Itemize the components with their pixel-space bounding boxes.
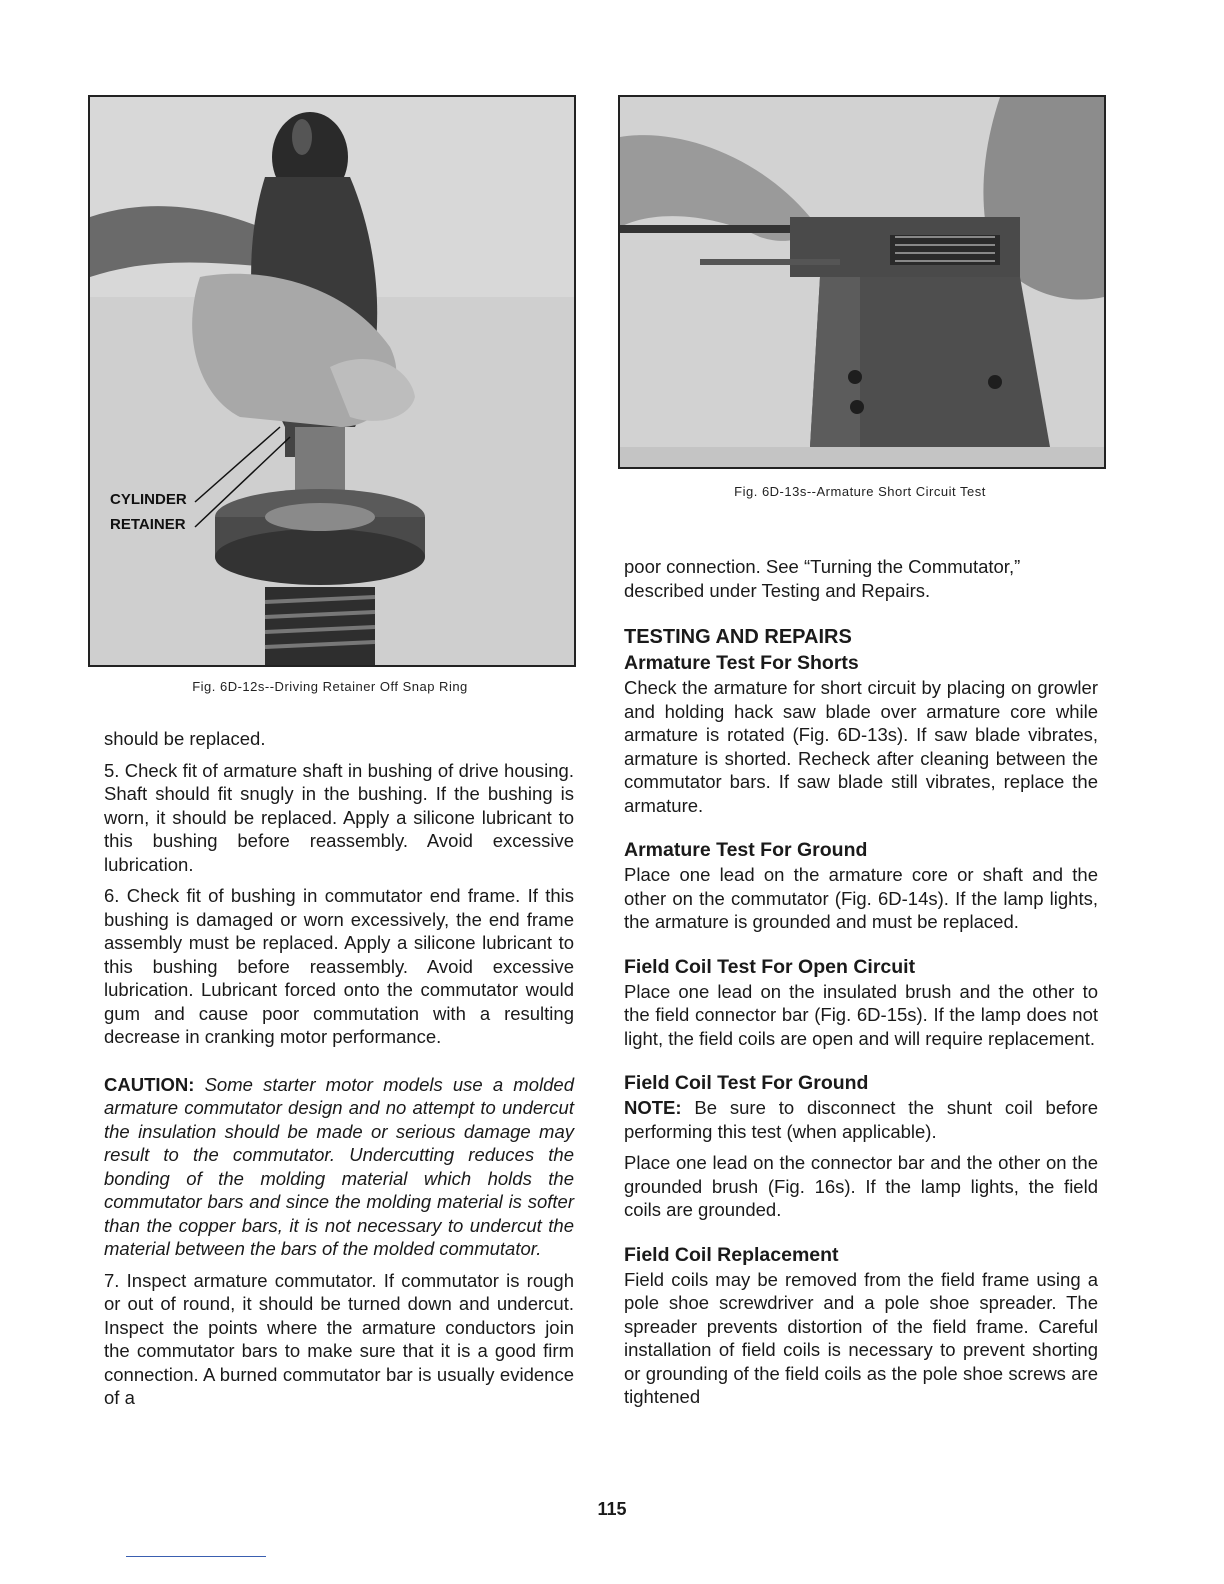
paragraph-field-ground: Place one lead on the connector bar and the other on the grounded brush (Fig. 16s). If the lamp lights, the field coils are grounded.	[624, 1152, 1098, 1220]
armature-growler-illustration	[620, 97, 1104, 467]
figure-6d-12s-caption: Fig. 6D-12s--Driving Retainer Off Snap Ring	[192, 679, 468, 694]
paragraph-field-replacement: Field coils may be removed from the field frame using a pole shoe screwdriver and a pole shoe spreader. The spreader prevents distortion of the field frame. Careful installation of field coils is necessary to prevent shorting or grounding of the field coils as the pole shoe screws are tightened	[624, 1268, 1098, 1407]
label-retainer: RETAINER	[110, 516, 186, 533]
paragraph-armature-ground: Place one lead on the armature core or shaft and the other on the commutator (Fig. 6D-14s). If the lamp lights, the armature is grounded and must be replaced.	[624, 864, 1098, 932]
paragraph-step-6: 6. Check fit of bushing in commutator end frame. If this bushing is damaged or worn excessively, the end frame assembly must be replaced. Apply a silicone lubricant to this bushing before reassembly. Avoid excessive lubrication. Lubricant forced onto the commutator would gum and cause poor commutation with a resulting decrease in cranking motor performance.	[104, 885, 574, 1047]
heading-field-ground: Field Coil Test For Ground	[624, 1072, 869, 1094]
paragraph-step-7: 7. Inspect armature commutator. If commutator is rough or out of round, it should be turned down and undercut. Inspect the points where the armature conductors join the commutator bars to make sure that it is a good firm connection. A burned commutator bar is usually evidence of a	[104, 1269, 574, 1408]
footer-rule	[126, 1556, 266, 1557]
paragraph-intro: poor connection. See “Turning the Commutator,” described under Testing and Repairs.	[624, 556, 1021, 601]
paragraph-continued: should be replaced.	[104, 728, 266, 749]
heading-armature-ground: Armature Test For Ground	[624, 839, 868, 861]
paragraph-armature-shorts: Check the armature for short circuit by placing on growler and holding hack saw blade over armature core while armature is rotated (Fig. 6D-13s). If saw blade vibrates, armature is shorted. Recheck after cleaning between the commutator bars. If saw blade still vibrates, replace the armature.	[624, 677, 1098, 816]
label-cylinder: CYLINDER	[110, 491, 187, 508]
figure-6d-13s-photo	[618, 95, 1106, 469]
caution-paragraph	[104, 1073, 574, 1261]
note-text: Be sure to disconnect the shunt coil before performing this test (when applicable).	[624, 1097, 1098, 1142]
heading-field-open: Field Coil Test For Open Circuit	[624, 955, 916, 978]
page-number: 115	[597, 1499, 627, 1519]
left-column	[104, 727, 574, 1418]
caution-text: Some starter motor models use a molded armature commutator design and no attempt to undercut the insulation should be made or serious damage may result to the commutator. Undercutting reduces the bonding of the molding material which holds the commutator bars and since the molding material is softer than the copper bars, it is not necessary to undercut the material between the bars of the molded commutator.	[104, 1073, 574, 1259]
right-column	[624, 555, 1098, 1417]
heading-field-replacement: Field Coil Replacement	[624, 1243, 839, 1266]
figure-6d-13s-caption: Fig. 6D-13s--Armature Short Circuit Test	[734, 484, 986, 499]
figure-6d-12s-photo	[88, 95, 576, 667]
hammer-retainer-illustration	[90, 97, 574, 665]
section-title-testing-repairs: TESTING AND REPAIRS	[624, 626, 852, 648]
heading-armature-shorts: Armature Test For Shorts	[624, 652, 859, 674]
caution-label: CAUTION:	[104, 1073, 195, 1095]
note-label: NOTE:	[624, 1097, 682, 1118]
paragraph-step-5: 5. Check fit of armature shaft in bushing of drive housing. Shaft should fit snugly in the bushing. If the bushing is worn, it should be replaced. Apply a silicone lubricant to this bushing before reassembly. Avoid excessive lubrication.	[104, 759, 574, 875]
note-paragraph	[624, 1096, 1098, 1143]
paragraph-field-open: Place one lead on the insulated brush and the other to the field connector bar (Fig. 6D-15s). If the lamp does not light, the field coils are open and will require replacement.	[624, 980, 1098, 1049]
